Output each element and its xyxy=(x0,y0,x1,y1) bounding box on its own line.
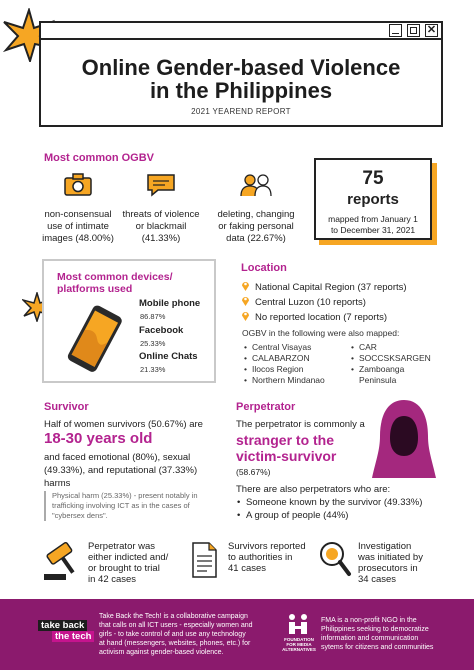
device-pct: 25.33% xyxy=(140,339,166,348)
note-line: Physical harm (25.33%) - present notably in xyxy=(52,491,198,500)
footer-line: Philippines seeking to democratize xyxy=(321,626,429,633)
region-item: • Northern Mindanao xyxy=(252,375,325,385)
ogbv-line: data (22.67%) xyxy=(226,233,286,244)
device-pct: 86.87% xyxy=(140,312,166,321)
ogbv-line: or faking personal xyxy=(218,221,294,232)
device-pct: 21.33% xyxy=(140,365,166,374)
title-bar xyxy=(41,23,441,40)
note-line: "cybersex dens". xyxy=(52,511,108,520)
survivor-line: and faced emotional (80%), sexual xyxy=(44,452,191,463)
region-item: • SOCCSKSARGEN xyxy=(359,353,431,363)
stat-indicted xyxy=(88,541,168,585)
survivor-line: Half of women survivors (50.67%) are xyxy=(44,419,203,430)
map-pin-icon xyxy=(241,310,250,321)
fma-label-line: FOR MEDIA xyxy=(286,642,312,647)
survivor-heading: Survivor xyxy=(44,401,89,413)
perpetrator-pct: (58.67%) xyxy=(236,467,271,477)
location-text: National Capital Region (37 reports) xyxy=(255,282,407,293)
perpetrator-item: • A group of people (44%) xyxy=(246,510,348,521)
ogbv-line: use of intimate xyxy=(47,221,109,232)
footer-line: activism against gender-based violence. xyxy=(99,649,224,656)
take-back-the-tech-logo: take back xyxy=(38,620,87,631)
tbtt-description xyxy=(99,612,275,657)
page-title xyxy=(41,56,441,102)
reports-number: 75 xyxy=(362,168,384,189)
location-item xyxy=(241,280,407,293)
survivor-line: harms xyxy=(44,478,71,489)
ogbv-item-data xyxy=(213,173,299,245)
stat-line: to authorities in xyxy=(228,552,293,563)
perpetrator-also-label: There are also perpetrators who are: xyxy=(236,484,391,495)
people-icon xyxy=(238,173,274,197)
stat-line: Survivors reported xyxy=(228,541,306,552)
stat-line: Perpetrator was xyxy=(88,541,156,552)
device-label: Online Chats xyxy=(139,351,198,362)
survivor-age-highlight: 18-30 years old xyxy=(44,430,153,447)
title-line-1: Online Gender-based Violence xyxy=(81,55,401,80)
page-subtitle: 2021 YEAREND REPORT xyxy=(191,107,291,116)
footer-line: Take Back the Tech! is a collaborative campaign xyxy=(99,613,248,620)
footer-line: girls - to take control of and use any technology xyxy=(99,631,246,638)
also-mapped-label: OGBV in the following were also mapped: xyxy=(242,328,400,338)
ogbv-line: images (48.00%) xyxy=(42,233,114,244)
region-item: • Central Visayas xyxy=(252,342,311,352)
location-text: Central Luzon (10 reports) xyxy=(255,297,366,308)
ogbv-line: non-consensual xyxy=(44,209,112,220)
perpetrator-line: The perpetrator is commonly a xyxy=(236,419,365,430)
devices-title-line: platforms used xyxy=(57,283,133,295)
hooded-figure-icon xyxy=(372,398,436,478)
document-icon xyxy=(189,541,219,579)
stat-line: 34 cases xyxy=(358,574,397,585)
maximize-icon xyxy=(407,24,420,37)
physical-harm-note xyxy=(44,491,224,521)
ogbv-line: or blackmail xyxy=(135,221,187,232)
map-pin-icon xyxy=(241,295,250,306)
location-item xyxy=(241,310,387,323)
stat-reported xyxy=(228,541,306,574)
region-item: • Ilocos Region xyxy=(252,364,304,374)
mobile-phone-icon xyxy=(62,305,124,375)
fma-label-line: FOUNDATION xyxy=(284,637,314,642)
perpetrator-highlight xyxy=(236,432,336,464)
ogbv-item-threats xyxy=(118,173,204,245)
footer-line: FMA is a non-profit NGO in the xyxy=(321,617,417,624)
location-heading: Location xyxy=(241,262,287,274)
devices-title xyxy=(57,271,173,295)
stat-line: either indicted and/ xyxy=(88,552,169,563)
fma-logo-icon xyxy=(285,612,311,636)
device-label: Facebook xyxy=(139,325,184,336)
ogbv-item-images xyxy=(35,173,121,245)
location-item xyxy=(241,295,366,308)
minimize-icon xyxy=(389,24,402,37)
perpetrator-item: • Someone known by the survivor (49.33%) xyxy=(246,497,422,508)
devices-card xyxy=(42,259,216,383)
title-line-2: in the Philippines xyxy=(149,78,333,103)
footer-line: at hand (messengers, websites, phones, etc.) for xyxy=(99,640,251,647)
speech-bubble-icon xyxy=(146,173,176,197)
ogbv-line: threats of violence xyxy=(122,209,200,220)
fma-label-line: ALTERNATIVES xyxy=(282,647,316,652)
most-common-heading: Most common OGBV xyxy=(44,152,155,164)
reports-period-line: to December 31, 2021 xyxy=(330,225,416,235)
stat-line: prosecutors in xyxy=(358,563,418,574)
gavel-icon xyxy=(42,541,84,581)
map-pin-icon xyxy=(241,280,250,291)
devices-title-line: Most common devices/ xyxy=(57,271,173,283)
magnifier-icon xyxy=(318,540,352,578)
fma-logo-label xyxy=(279,637,319,652)
reports-period-line: mapped from January 1 xyxy=(328,214,418,224)
reports-period xyxy=(316,214,430,236)
stat-investigation xyxy=(358,541,423,585)
camera-icon xyxy=(63,173,93,197)
reports-label: reports xyxy=(347,191,399,208)
footer-line: that calls on all ICT users - especially women and xyxy=(99,622,253,629)
region-item: • Zamboanga xyxy=(359,364,404,374)
stat-line: was initiated by xyxy=(358,552,423,563)
title-window xyxy=(39,21,443,127)
region-item: • CAR xyxy=(359,342,377,352)
region-item: • CALABARZON xyxy=(252,353,310,363)
region-item-continued: Peninsula xyxy=(359,375,397,385)
close-icon: ✕ xyxy=(426,24,437,36)
stat-line: 41 cases xyxy=(228,563,267,574)
stat-line: or brought to trial xyxy=(88,563,160,574)
location-text: No reported location (7 reports) xyxy=(255,312,388,323)
ogbv-line: deleting, changing xyxy=(217,209,295,220)
reports-card xyxy=(314,158,432,240)
fma-description xyxy=(321,616,471,652)
take-back-the-tech-logo: the tech xyxy=(52,631,94,642)
footer-line: sytems for citizens and communities xyxy=(321,644,434,651)
perpetrator-highlight-line: victim-survivor xyxy=(236,448,337,464)
note-line: trafficking involving ICT as in the cases of xyxy=(52,501,190,510)
survivor-line: (49.33%), and reputational (37.33%) xyxy=(44,465,198,476)
device-label: Mobile phone xyxy=(139,298,201,309)
footer-line: information and communication xyxy=(321,635,419,642)
perpetrator-heading: Perpetrator xyxy=(236,401,296,413)
ogbv-line: (41.33%) xyxy=(141,233,181,244)
perpetrator-highlight-line: stranger to the xyxy=(236,432,335,448)
stat-line: Investigation xyxy=(358,541,412,552)
stat-line: in 42 cases xyxy=(88,574,137,585)
